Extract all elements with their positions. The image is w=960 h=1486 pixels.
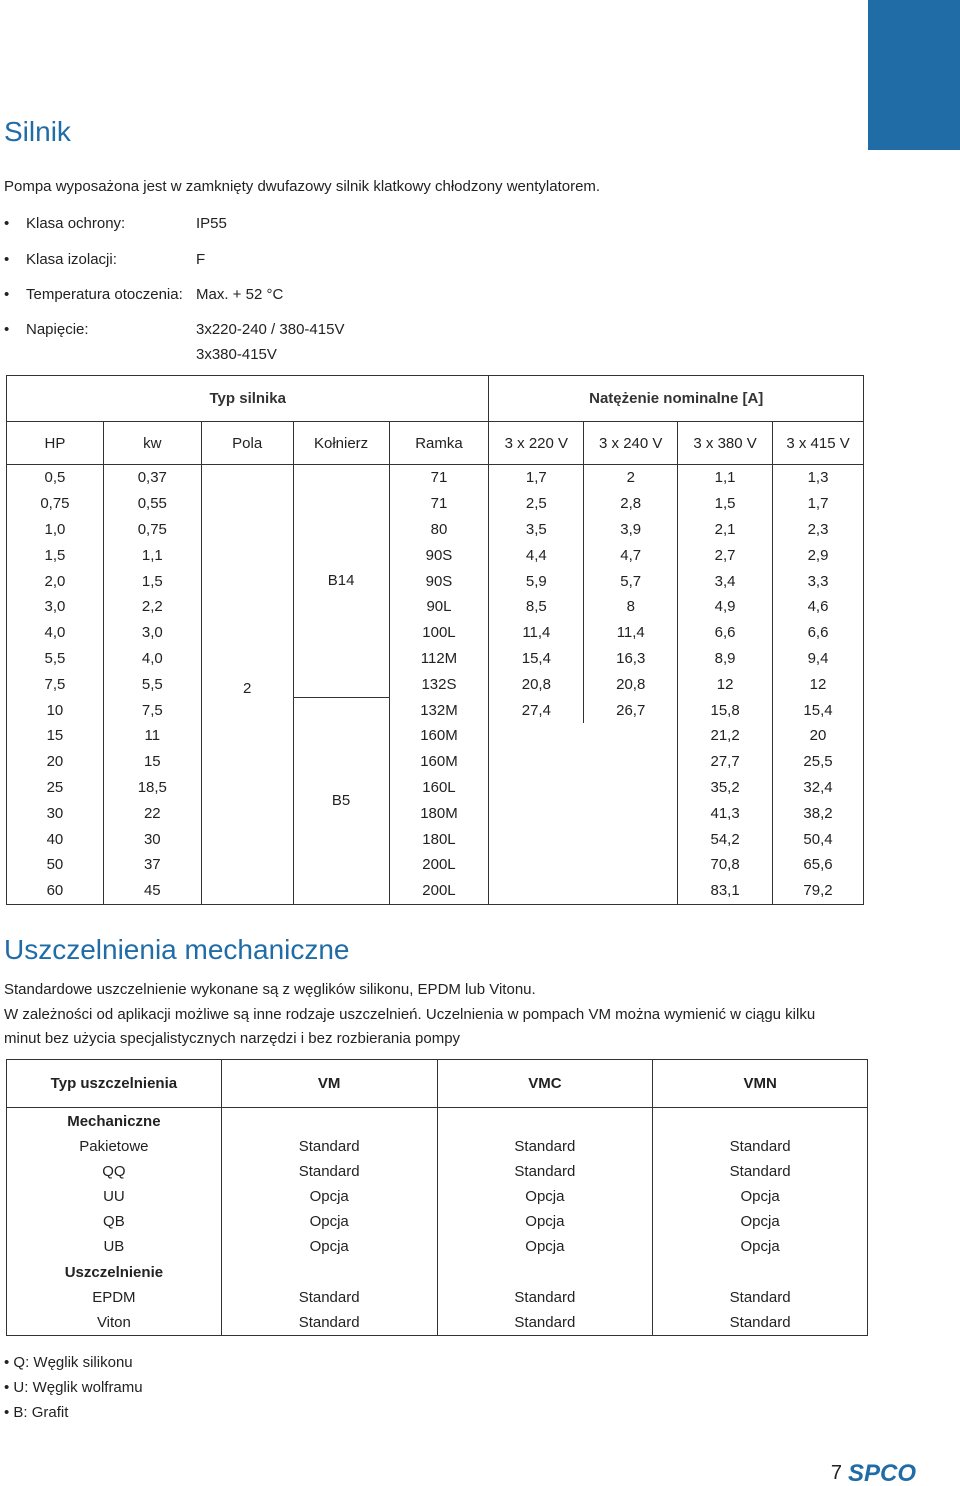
cell-kw: 2,2 [103,594,201,620]
col-header: kw [103,422,201,465]
table-row [7,775,864,801]
col-header: Pola [201,422,293,465]
cell-380v: 1,1 [678,465,773,491]
cell-240v: 4,7 [584,542,678,568]
cell-vm: Standard [221,1159,437,1184]
cell-380v: 6,6 [678,620,773,646]
cell-flange-b5: B5 [293,697,389,904]
table-header-row [7,1060,868,1108]
table-row [7,1234,868,1259]
seals-paragraph-2: W zależności od aplikacji możliwe są inne rodzaje uszczelnień. Uczelnienia w pompach VM można wymienić w ciągu kilku [4,1006,816,1023]
cell-kw: 5,5 [103,671,201,697]
cell-240v [584,723,678,749]
table-row [7,723,864,749]
cell-seal-type: UB [7,1234,222,1259]
seal-table [6,1059,868,1336]
cell-frame: 71 [389,465,489,491]
cell-415v: 6,6 [773,620,864,646]
cell-hp: 0,75 [7,491,104,517]
cell-220v: 2,5 [489,491,584,517]
bullet-icon: • [4,251,10,268]
table-row [7,1285,868,1310]
cell-380v: 1,5 [678,491,773,517]
cell-frame: 71 [389,491,489,517]
table-row [7,568,864,594]
cell-240v: 20,8 [584,671,678,697]
cell-seal-type: QQ [7,1159,222,1184]
cell-220v [489,775,584,801]
cell-kw: 18,5 [103,775,201,801]
cell-hp: 4,0 [7,620,104,646]
cell-240v [584,878,678,904]
cell-hp: 50 [7,852,104,878]
empty-cell [437,1259,653,1285]
table-header-row [7,422,864,465]
col-header: HP [7,422,104,465]
cell-vm: Standard [221,1310,437,1336]
cell-415v: 2,3 [773,517,864,543]
empty-cell [653,1259,868,1285]
cell-240v: 3,9 [584,517,678,543]
cell-frame: 100L [389,620,489,646]
section-title: Uszczelnienie [7,1259,222,1285]
table-row [7,517,864,543]
table-row [7,852,864,878]
note-text: U: Węglik wolframu [13,1379,143,1396]
cell-pola-merged: 2 [201,465,293,905]
list-item [4,1354,143,1379]
col-header: Kołnierz [293,422,389,465]
cell-220v [489,800,584,826]
cell-vmc: Standard [437,1134,653,1159]
cell-415v: 65,6 [773,852,864,878]
group-header-motor-type: Typ silnika [7,376,489,422]
table-row [7,1209,868,1234]
cell-kw: 0,55 [103,491,201,517]
cell-kw: 45 [103,878,201,904]
empty-cell [221,1108,437,1135]
cell-frame: 180L [389,826,489,852]
cell-220v [489,878,584,904]
cell-220v [489,852,584,878]
cell-flange-b14: B14 [293,465,389,698]
cell-380v: 83,1 [678,878,773,904]
cell-380v: 70,8 [678,852,773,878]
cell-hp: 5,5 [7,646,104,672]
list-item [4,1379,143,1404]
cell-380v: 21,2 [678,723,773,749]
table-row [7,671,864,697]
cell-hp: 10 [7,697,104,723]
cell-hp: 2,0 [7,568,104,594]
cell-415v: 2,9 [773,542,864,568]
cell-vmn: Opcja [653,1234,868,1259]
cell-240v [584,749,678,775]
cell-hp: 30 [7,800,104,826]
cell-415v: 1,7 [773,491,864,517]
cell-hp: 1,0 [7,517,104,543]
seals-paragraph-1: Standardowe uszczelnienie wykonane są z węglików silikonu, EPDM lub Vitonu. [4,981,536,998]
cell-vmc: Opcja [437,1184,653,1209]
table-row [7,620,864,646]
empty-cell [221,1259,437,1285]
table-row [7,491,864,517]
cell-hp: 3,0 [7,594,104,620]
cell-220v: 4,4 [489,542,584,568]
col-header: 3 x 240 V [584,422,678,465]
cell-415v: 79,2 [773,878,864,904]
cell-415v: 25,5 [773,749,864,775]
col-header: VMN [653,1060,868,1108]
spco-logo [848,1458,944,1486]
cell-vm: Standard [221,1285,437,1310]
logo-text: SPCO [848,1460,917,1486]
cell-hp: 60 [7,878,104,904]
cell-vmn: Standard [653,1159,868,1184]
cell-kw: 22 [103,800,201,826]
cell-380v: 3,4 [678,568,773,594]
motor-table [6,375,864,905]
cell-hp: 7,5 [7,671,104,697]
cell-seal-type: UU [7,1184,222,1209]
cell-seal-type: QB [7,1209,222,1234]
list-item [4,1404,143,1429]
col-header: VM [221,1060,437,1108]
cell-frame: 200L [389,852,489,878]
cell-frame: 80 [389,517,489,543]
cell-240v: 16,3 [584,646,678,672]
cell-kw: 7,5 [103,697,201,723]
cell-380v: 2,1 [678,517,773,543]
cell-240v: 11,4 [584,620,678,646]
cell-415v: 9,4 [773,646,864,672]
cell-frame: 90S [389,568,489,594]
cell-240v: 26,7 [584,697,678,723]
cell-220v: 5,9 [489,568,584,594]
cell-220v [489,749,584,775]
cell-380v: 54,2 [678,826,773,852]
col-header: Ramka [389,422,489,465]
cell-380v: 27,7 [678,749,773,775]
bullet-icon: • [4,286,10,303]
cell-kw: 1,1 [103,542,201,568]
cell-240v [584,775,678,801]
table-row [7,1134,868,1159]
spec-value: Max. + 52 °C [196,286,284,303]
cell-380v: 4,9 [678,594,773,620]
cell-seal-type: EPDM [7,1285,222,1310]
section-title-silnik: Silnik [4,116,71,147]
cell-vmn: Opcja [653,1209,868,1234]
cell-240v: 8 [584,594,678,620]
cell-hp: 40 [7,826,104,852]
cell-240v: 2 [584,465,678,491]
table-row [7,800,864,826]
spec-label: Klasa ochrony: [26,215,126,232]
cell-220v: 8,5 [489,594,584,620]
cell-380v: 35,2 [678,775,773,801]
cell-kw: 37 [103,852,201,878]
bullet-icon: • [4,1354,14,1371]
spec-value: 3x380-415V [196,346,277,363]
spec-label: Klasa izolacji: [26,251,117,268]
cell-kw: 1,5 [103,568,201,594]
cell-kw: 15 [103,749,201,775]
cell-220v [489,826,584,852]
group-header-nominal-current: Natężenie nominalne [A] [489,376,864,422]
cell-240v [584,826,678,852]
cell-seal-type: Viton [7,1310,222,1336]
col-header: 3 x 220 V [489,422,584,465]
col-header: VMC [437,1060,653,1108]
table-row [7,826,864,852]
cell-kw: 4,0 [103,646,201,672]
col-header: 3 x 380 V [678,422,773,465]
cell-415v: 1,3 [773,465,864,491]
cell-kw: 3,0 [103,620,201,646]
bullet-icon: • [4,321,10,338]
cell-415v: 32,4 [773,775,864,801]
cell-vmn: Standard [653,1285,868,1310]
cell-380v: 2,7 [678,542,773,568]
cell-240v [584,800,678,826]
cell-415v: 12 [773,671,864,697]
cell-kw: 0,75 [103,517,201,543]
bullet-icon: • [4,1379,14,1396]
cell-frame: 200L [389,878,489,904]
cell-vm: Standard [221,1134,437,1159]
cell-vmc: Standard [437,1285,653,1310]
section-row [7,1108,868,1135]
cell-vm: Opcja [221,1184,437,1209]
cell-415v: 4,6 [773,594,864,620]
cell-380v: 15,8 [678,697,773,723]
cell-hp: 1,5 [7,542,104,568]
cell-frame: 132M [389,697,489,723]
table-row [7,542,864,568]
cell-380v: 41,3 [678,800,773,826]
cell-415v: 38,2 [773,800,864,826]
cell-hp: 15 [7,723,104,749]
cell-vm: Opcja [221,1209,437,1234]
intro-text: Pompa wyposażona jest w zamknięty dwufazowy silnik klatkowy chłodzony wentylatorem. [4,178,601,195]
table-row [7,465,864,491]
table-row [7,1184,868,1209]
spec-value: 3x220-240 / 380-415V [196,321,345,338]
cell-vmc: Opcja [437,1209,653,1234]
spec-value: IP55 [196,215,227,232]
cell-220v: 1,7 [489,465,584,491]
cell-415v: 20 [773,723,864,749]
cell-220v: 11,4 [489,620,584,646]
cell-380v: 8,9 [678,646,773,672]
cell-frame: 160M [389,723,489,749]
cell-220v: 27,4 [489,697,584,723]
cell-seal-type: Pakietowe [7,1134,222,1159]
cell-vmn: Standard [653,1310,868,1336]
cell-240v: 2,8 [584,491,678,517]
cell-kw: 30 [103,826,201,852]
cell-vmc: Standard [437,1159,653,1184]
cell-kw: 11 [103,723,201,749]
cell-220v: 15,4 [489,646,584,672]
table-row [7,646,864,672]
seals-paragraph-3: minut bez użycia specjalistycznych narzędzi i bez rozbierania pompy [4,1030,461,1047]
cell-220v: 20,8 [489,671,584,697]
cell-frame: 132S [389,671,489,697]
cell-vm: Opcja [221,1234,437,1259]
cell-vmn: Opcja [653,1184,868,1209]
empty-cell [653,1108,868,1135]
cell-240v: 5,7 [584,568,678,594]
cell-240v [584,852,678,878]
cell-hp: 25 [7,775,104,801]
cell-380v: 12 [678,671,773,697]
cell-frame: 90S [389,542,489,568]
cell-hp: 0,5 [7,465,104,491]
cell-frame: 90L [389,594,489,620]
col-header: Typ uszczelnienia [7,1060,222,1108]
table-row [7,749,864,775]
spec-label: Temperatura otoczenia: [26,286,183,303]
cell-hp: 20 [7,749,104,775]
section-title-seals: Uszczelnienia mechaniczne [4,934,350,965]
col-header: 3 x 415 V [773,422,864,465]
table-row [7,1310,868,1336]
bullet-icon: • [4,215,10,232]
cell-vmc: Standard [437,1310,653,1336]
corner-accent-block [868,0,960,150]
cell-vmn: Standard [653,1134,868,1159]
cell-frame: 180M [389,800,489,826]
cell-220v: 3,5 [489,517,584,543]
cell-220v [489,723,584,749]
table-row [7,878,864,904]
table-row [7,1159,868,1184]
cell-frame: 160M [389,749,489,775]
cell-kw: 0,37 [103,465,201,491]
cell-415v: 50,4 [773,826,864,852]
page-number: 7 [830,1462,842,1484]
table-row [7,697,864,723]
spec-value: F [196,251,206,268]
bullet-icon: • [4,1404,14,1421]
cell-415v: 15,4 [773,697,864,723]
note-text: B: Grafit [13,1404,69,1421]
note-text: Q: Węglik silikonu [13,1354,133,1371]
spec-label: Napięcie: [26,321,89,338]
cell-vmc: Opcja [437,1234,653,1259]
legend-notes [4,1354,143,1429]
cell-415v: 3,3 [773,568,864,594]
section-title: Mechaniczne [7,1108,222,1135]
cell-frame: 112M [389,646,489,672]
section-row [7,1259,868,1285]
cell-frame: 160L [389,775,489,801]
table-row [7,594,864,620]
empty-cell [437,1108,653,1135]
